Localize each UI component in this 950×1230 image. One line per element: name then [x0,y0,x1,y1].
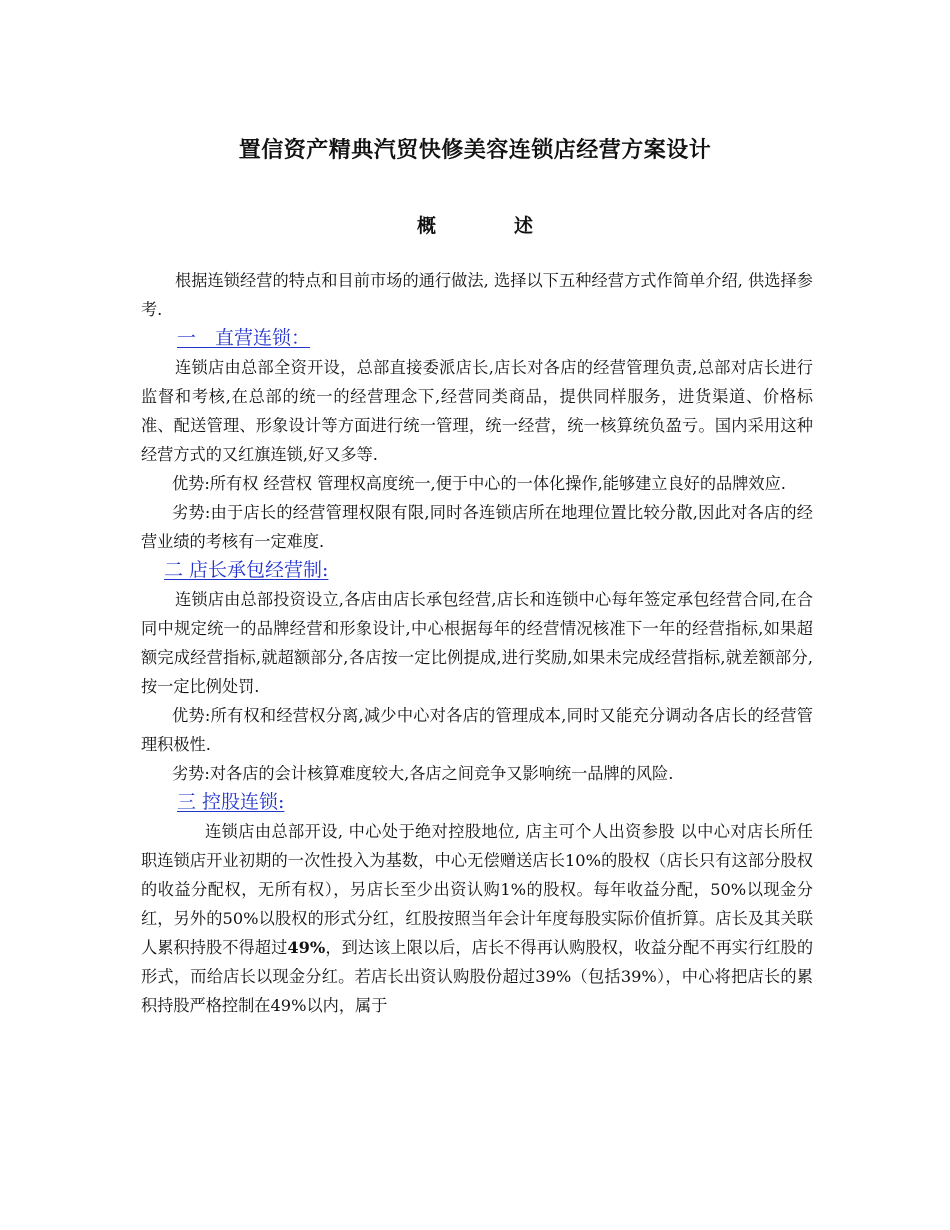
section-1-advantage: 优势:所有权 经营权 管理权高度统一,便于中心的一体化操作,能够建立良好的品牌效应. [172,474,786,493]
section-heading-holding[interactable] [141,788,813,817]
section-3-body-part-1: 连锁店由总部开设, 中心处于绝对控股地位, 店主可个人出资参股 以中心对店长所任职连锁店开业初期的一次性投入为基数，中心无偿赠送店长10%的股权（店长只有这部分股权的收益分配权，无所有权），另店长至少出资认购1%的股权。每年收益分配，50%以现金分红，另外的50%以股权的形式分红，红股按照当年会计年度每股实际价值折算。店长及其关联人累积持股不得超过 [141,822,813,957]
section-link-direct-chain[interactable]: 一 直营连锁： [177,327,311,349]
document-body [141,266,813,1020]
document-title: 置信资产精典汽贸快修美容连锁店经营方案设计 [238,137,712,163]
section-2-advantage: 优势:所有权和经营权分离,减少中心对各店的管理成本,同时又能充分调动各店长的经营管理积极性. [141,706,813,754]
overview-char-2: 述 [514,215,534,237]
section-3-body-part-2: ，到达该上限以后，店长不得再认购股权，收益分配不再实行红股的形式，而给店长以现金分红。若店长出资认购股份超过39%（包括39%），中心将把店长的累积持股严格控制在49%以内，属于 [141,938,814,1015]
section-2-body: 连锁店由总部投资设立,各店由店长承包经营,店长和连锁中心每年签定承包经营合同,在合同中规定统一的品牌经营和形象设计,中心根据每年的经营情况核准下一年的经营指标,如果超额完成经营指标,就超额部分,各店按一定比例提成,进行奖励,如果未完成经营指标,就差额部分,按一定比例处罚. [141,590,813,696]
overview-char-1: 概 [416,215,436,237]
section-link-holding[interactable]: 三 控股连锁: [177,791,285,813]
section-3-body [141,817,813,1020]
section-heading-direct-chain[interactable] [141,324,813,353]
overview-heading [0,211,950,238]
section-heading-contract[interactable] [141,556,813,585]
section-link-contract[interactable]: 二 店长承包经营制: [164,559,329,581]
intro-paragraph: 根据连锁经营的特点和目前市场的通行做法, 选择以下五种经营方式作简单介绍, 供选择参考. [141,271,813,319]
section-1-disadvantage: 劣势:由于店长的经营管理权限有限,同时各连锁店所在地理位置比较分散,因此对各店的经营业绩的考核有一定难度. [141,503,813,551]
section-2-disadvantage: 劣势:对各店的会计核算难度较大,各店之间竞争又影响统一品牌的风险. [172,764,674,783]
section-3-body-bold-limit: 49% [287,938,326,957]
section-1-body: 连锁店由总部全资开设，总部直接委派店长,店长对各店的经营管理负责,总部对店长进行监督和考核,在总部的统一的经营理念下,经营同类商品，提供同样服务，进货渠道、价格标准、配送管理、形象设计等方面进行统一管理，统一经营，统一核算统负盈亏。国内采用这种经营方式的又红旗连锁,好又多等. [141,358,813,464]
